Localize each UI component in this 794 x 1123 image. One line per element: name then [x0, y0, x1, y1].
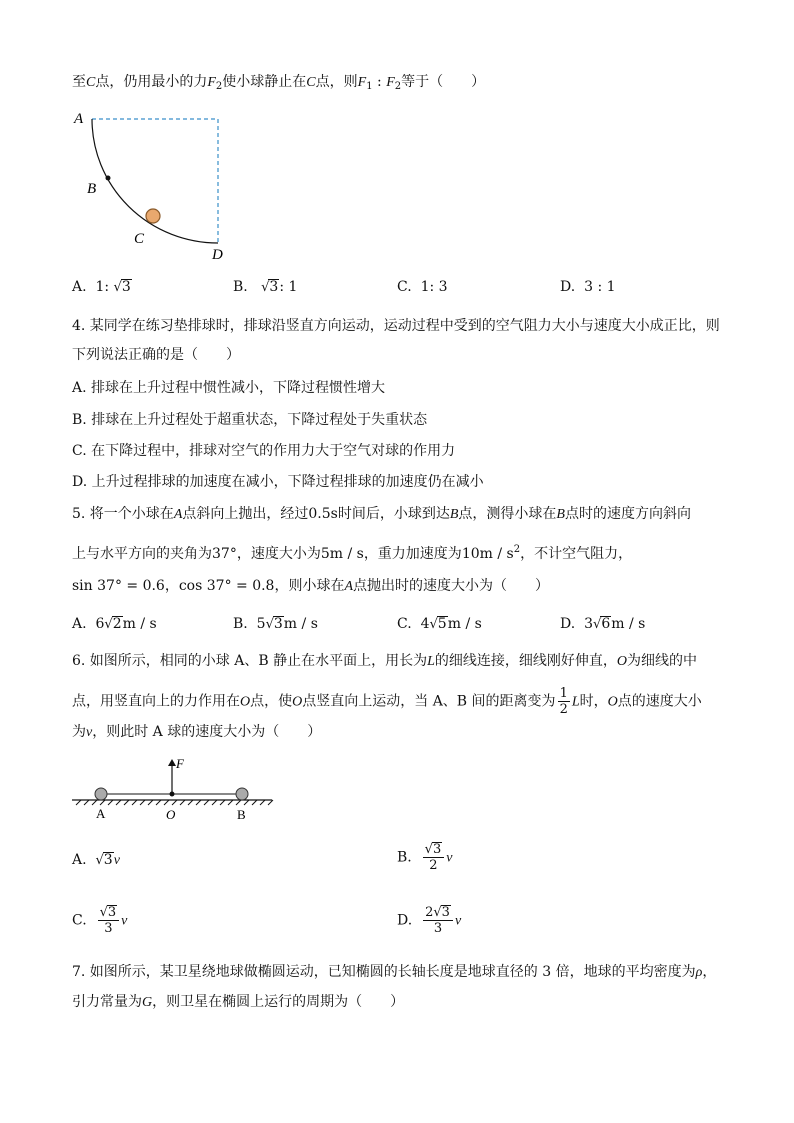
label-b: B [237, 807, 246, 822]
one-half-fraction: $\frac{1}{2}$ [559, 686, 568, 717]
q3-point-b [106, 176, 111, 181]
q3-label-b: B [87, 181, 97, 197]
q3-ball [146, 209, 160, 223]
q7-stem-line2: 引力常量为G，则卫星在椭圆上运行的周期为（ ） [72, 994, 405, 1010]
q4-stem-line1: 4. 某同学在练习垫排球时，排球沿竖直方向运动，运动过程中受到的空气阻力大小与速度大小成正比，则 [72, 318, 720, 334]
q5-stem-line3: sin 37° = 0.6，cos 37° = 0.8，则小球在A点抛出时的速度大小为（ ） [72, 578, 550, 594]
q6-option-d[interactable]: D. $\frac{2√3}{3}$ v [397, 905, 462, 936]
q6-option-c[interactable]: C. $\frac{√3}{3}$ v [72, 905, 128, 936]
ball-a [95, 788, 107, 800]
ball-b [236, 788, 248, 800]
q3-option-b[interactable]: B. √3: 1 [233, 279, 298, 295]
ground-hatch [76, 800, 273, 805]
q3-option-d[interactable]: D. 3 : 1 [560, 279, 616, 295]
q4-stem-line2: 下列说法正确的是（ ） [72, 347, 240, 363]
q3-option-a[interactable]: A. 1: √3 [72, 279, 131, 295]
q4-option-c[interactable]: C. 在下降过程中，排球对空气的作用力大于空气对球的作用力 [72, 443, 456, 459]
q6-stem-line1: 6. 如图所示，相同的小球 A、B 静止在水平面上，用长为L的细线连接，细线刚好伸直，O为细线的中 [72, 653, 698, 669]
q5-stem-line1: 5. 将一个小球在A点斜向上抛出，经过0.5s时间后，小球到达B点，测得小球在B点时的速度方向斜向 [72, 506, 691, 522]
q6-stem-line2: 点，用竖直向上的力作用在O点，使O点竖直向上运动，当 A、B 间的距离变为 $\frac{1}{2}$ L时，O点的速度大小 [72, 686, 702, 717]
q5-option-b[interactable]: B. 5√3m / s [233, 616, 318, 632]
q7-stem-line1: 7. 如图所示，某卫星绕地球做椭圆运动，已知椭圆的长轴长度是地球直径的 3 倍，地球的平均密度为ρ， [72, 964, 717, 980]
q5-option-c[interactable]: C. 4√5m / s [397, 616, 482, 632]
q3-stem: 至C点，仍用最小的力$F_2$使小球静止在C点，则$F_1$ : $F_2$等于（ ） [72, 74, 486, 92]
q3-label-d: D [212, 247, 223, 263]
q3-arc [92, 119, 218, 243]
q3-dashed-box [92, 119, 218, 243]
label-a: A [96, 806, 106, 821]
arrow-head-icon [168, 759, 176, 766]
q3-figure [70, 105, 230, 267]
label-f: F [176, 756, 184, 771]
q5-option-a[interactable]: A. 6√2m / s [72, 616, 157, 632]
q3-label-c: C [134, 231, 145, 247]
q3-label-a: A [74, 111, 84, 127]
q4-option-a[interactable]: A. 排球在上升过程中惯性减小，下降过程惯性增大 [72, 380, 386, 396]
q4-option-b[interactable]: B. 排球在上升过程处于超重状态，下降过程处于失重状态 [72, 412, 428, 428]
q4-option-d[interactable]: D. 上升过程排球的加速度在减小，下降过程排球的加速度仍在减小 [72, 474, 484, 490]
q3-option-c[interactable]: C. 1: 3 [397, 279, 448, 295]
q5-option-d[interactable]: D. 3√6m / s [560, 616, 646, 632]
q6-option-a[interactable]: A. √3v [72, 852, 120, 868]
label-o: O [166, 807, 176, 822]
q6-figure [70, 756, 280, 826]
q5-stem-line2: 上与水平方向的夹角为37°，速度大小为5m / s，重力加速度为$10m / s^2$，不计空气阻力， [72, 544, 633, 562]
q6-stem-line3: 为v，则此时 A 球的速度大小为（ ） [72, 724, 322, 740]
q6-option-b[interactable]: B. $\frac{√3}{2}$ v [397, 842, 453, 873]
